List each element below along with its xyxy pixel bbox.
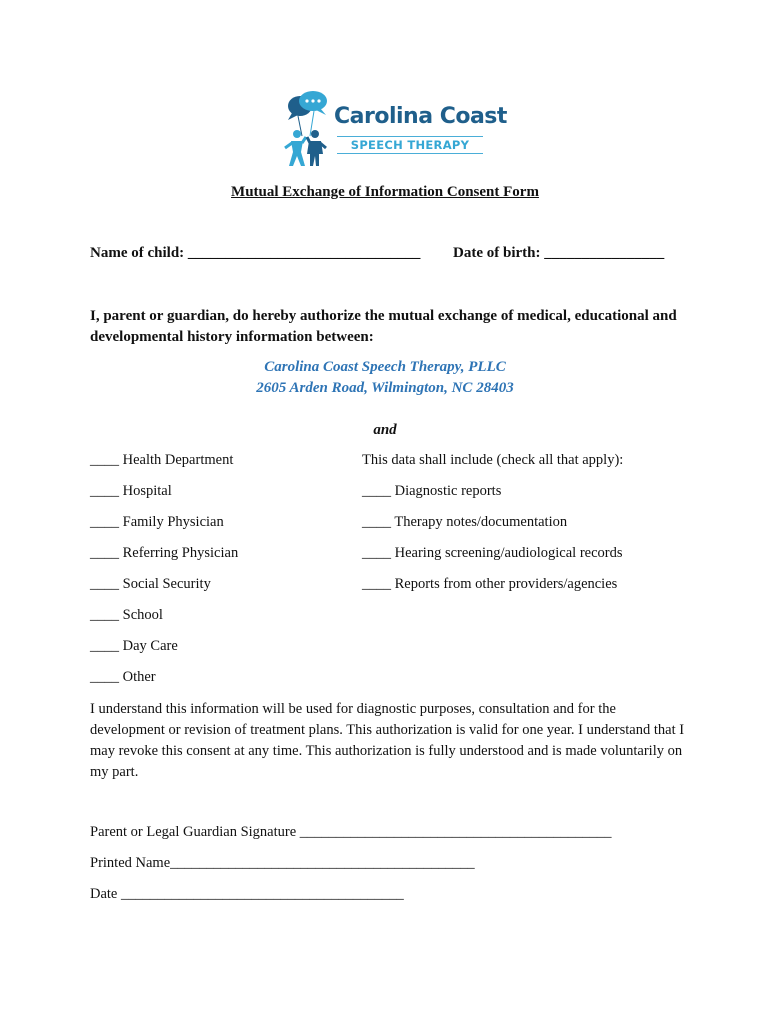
- logo-icon: [282, 90, 334, 172]
- data-hearing-records[interactable]: ____ Hearing screening/audiological records: [362, 545, 623, 561]
- entity-referring-physician[interactable]: ____ Referring Physician: [90, 545, 239, 561]
- entity-school[interactable]: ____ School: [90, 607, 163, 623]
- child-name-field[interactable]: Name of child: _______________________________: [90, 245, 421, 261]
- entity-hospital[interactable]: ____ Hospital: [90, 483, 172, 499]
- date-field[interactable]: Date _______________________________________: [90, 886, 404, 902]
- entity-other[interactable]: ____ Other: [90, 669, 156, 685]
- and-separator: and: [373, 422, 397, 438]
- understanding-statement: I understand this information will be used for diagnostic purposes, consultation and for the development or revision of treatment plans. This authorization is valid for one year. I understand that I may revoke this consent at any time. This authorization is fully understood and is made voluntarily on my part.: [90, 701, 685, 780]
- logo-subtitle: SPEECH THERAPY: [337, 136, 483, 154]
- provider-address: 2605 Arden Road, Wilmington, NC 28403: [256, 380, 514, 396]
- provider-name: Carolina Coast Speech Therapy, PLLC: [264, 359, 506, 375]
- authorization-statement: I, parent or guardian, do hereby authorize the mutual exchange of medical, educational and developmental history information between:: [90, 308, 677, 345]
- entity-health-department[interactable]: ____ Health Department: [90, 452, 234, 468]
- printed-name-field[interactable]: Printed Name__________________________________________: [90, 855, 475, 871]
- entity-day-care[interactable]: ____ Day Care: [90, 638, 178, 654]
- form-title: Mutual Exchange of Information Consent Form: [231, 184, 539, 200]
- data-other-provider-reports[interactable]: ____ Reports from other providers/agencies: [362, 576, 618, 592]
- data-therapy-notes[interactable]: ____ Therapy notes/documentation: [362, 514, 568, 530]
- logo-wordmark: Carolina Coast: [334, 104, 507, 129]
- data-heading: This data shall include (check all that apply):: [362, 452, 624, 468]
- entity-social-security[interactable]: ____ Social Security: [90, 576, 211, 592]
- entity-family-physician[interactable]: ____ Family Physician: [90, 514, 224, 530]
- data-diagnostic-reports[interactable]: ____ Diagnostic reports: [362, 483, 502, 499]
- date-of-birth-field[interactable]: Date of birth: ________________: [453, 245, 665, 261]
- guardian-signature-field[interactable]: Parent or Legal Guardian Signature ___________________________________________: [90, 824, 612, 840]
- company-logo: [282, 90, 507, 172]
